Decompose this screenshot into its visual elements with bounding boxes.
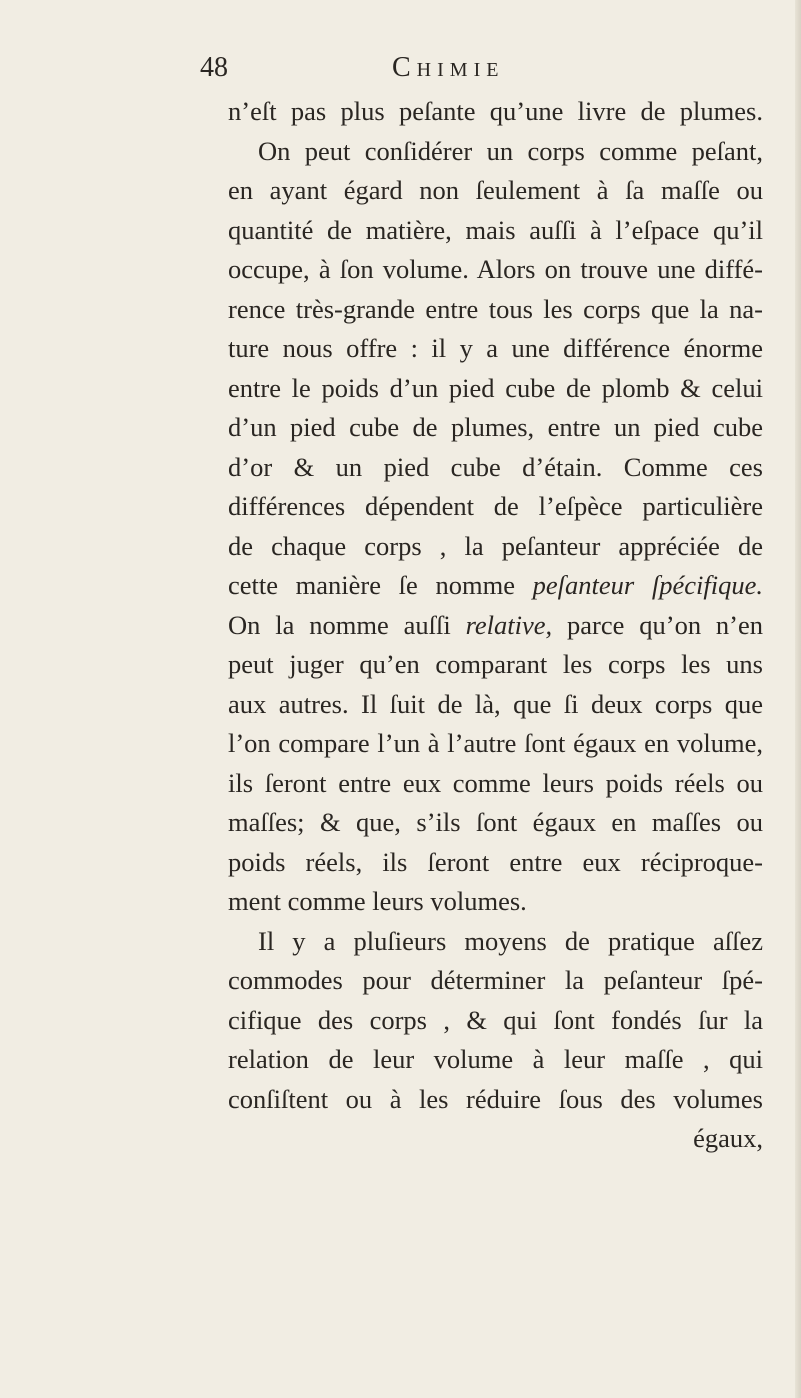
text-line-3: en ayant égard non ſeulement à ſa maſſe ou — [228, 175, 763, 205]
body-text — [228, 92, 763, 1159]
catchword: égaux, — [693, 1123, 763, 1153]
page-edge — [795, 0, 801, 1398]
text-line-11: différences dépendent de l’eſpèce particulière — [228, 491, 763, 521]
text-line-8: entre le poids d’un pied cube de plomb & celui — [228, 372, 763, 403]
text-line-26: conſiſtent ou à les réduire ſous des volumes — [228, 1083, 763, 1114]
text-line-23: commodes pour déterminer la peſanteur ſpé- — [228, 965, 763, 995]
text-line-1: n’eſt pas plus peſante qu’une livre de plumes. — [228, 96, 763, 126]
running-head — [200, 48, 580, 88]
text-line-14 — [228, 606, 763, 646]
text-run: cette manière ſe nomme — [228, 570, 515, 600]
text-run: parce qu’on n’en — [567, 609, 764, 640]
running-title: Chimie — [392, 52, 505, 83]
text-line-19: maſſes; & que, s’ils ſont égaux en maſſes ou — [228, 807, 763, 837]
text-line-13 — [228, 566, 763, 606]
text-line-4: quantité de matière, mais auſſi à l’eſpace qu’il — [228, 214, 763, 245]
text-line-6: rence très-grande entre tous les corps que la na- — [228, 293, 763, 324]
text-line-24: cifique des corps , & qui ſont fondés ſur la — [228, 1004, 763, 1035]
text-run: On la nomme auſſi — [228, 609, 451, 640]
text-line-7: ture nous offre : il y a une différence énorme — [228, 333, 763, 363]
text-line-9: d’un pied cube de plumes, entre un pied cube — [228, 412, 763, 442]
text-line-2: On peut conſidérer un corps comme peſant, — [258, 135, 763, 166]
text-line-18: ils ſeront entre eux comme leurs poids réels ou — [228, 767, 763, 798]
page-number: 48 — [200, 52, 228, 83]
text-line-25: relation de leur volume à leur maſſe , qui — [228, 1044, 763, 1074]
text-line-21: ment comme leurs volumes. — [228, 886, 527, 916]
text-line-22: Il y a pluſieurs moyens de pratique aſſez — [258, 925, 763, 956]
text-line-16: aux autres. Il ſuit de là, que ſi deux corps que — [228, 688, 763, 719]
text-line-5: occupe, à ſon volume. Alors on trouve une diffé- — [228, 254, 763, 284]
text-line-20: poids réels, ils ſeront entre eux réciproque- — [228, 846, 763, 877]
text-line-10: d’or & un pied cube d’étain. Comme ces — [228, 451, 763, 482]
text-line-17: l’on compare l’un à l’autre ſont égaux en volume, — [228, 728, 763, 758]
italic-term: relative, — [465, 609, 553, 640]
italic-term: peſanteur ſpécifique. — [532, 570, 763, 600]
text-line-12: de chaque corps , la peſanteur appréciée de — [228, 530, 763, 561]
text-line-15: peut juger qu’en comparant les corps les uns — [228, 649, 763, 679]
